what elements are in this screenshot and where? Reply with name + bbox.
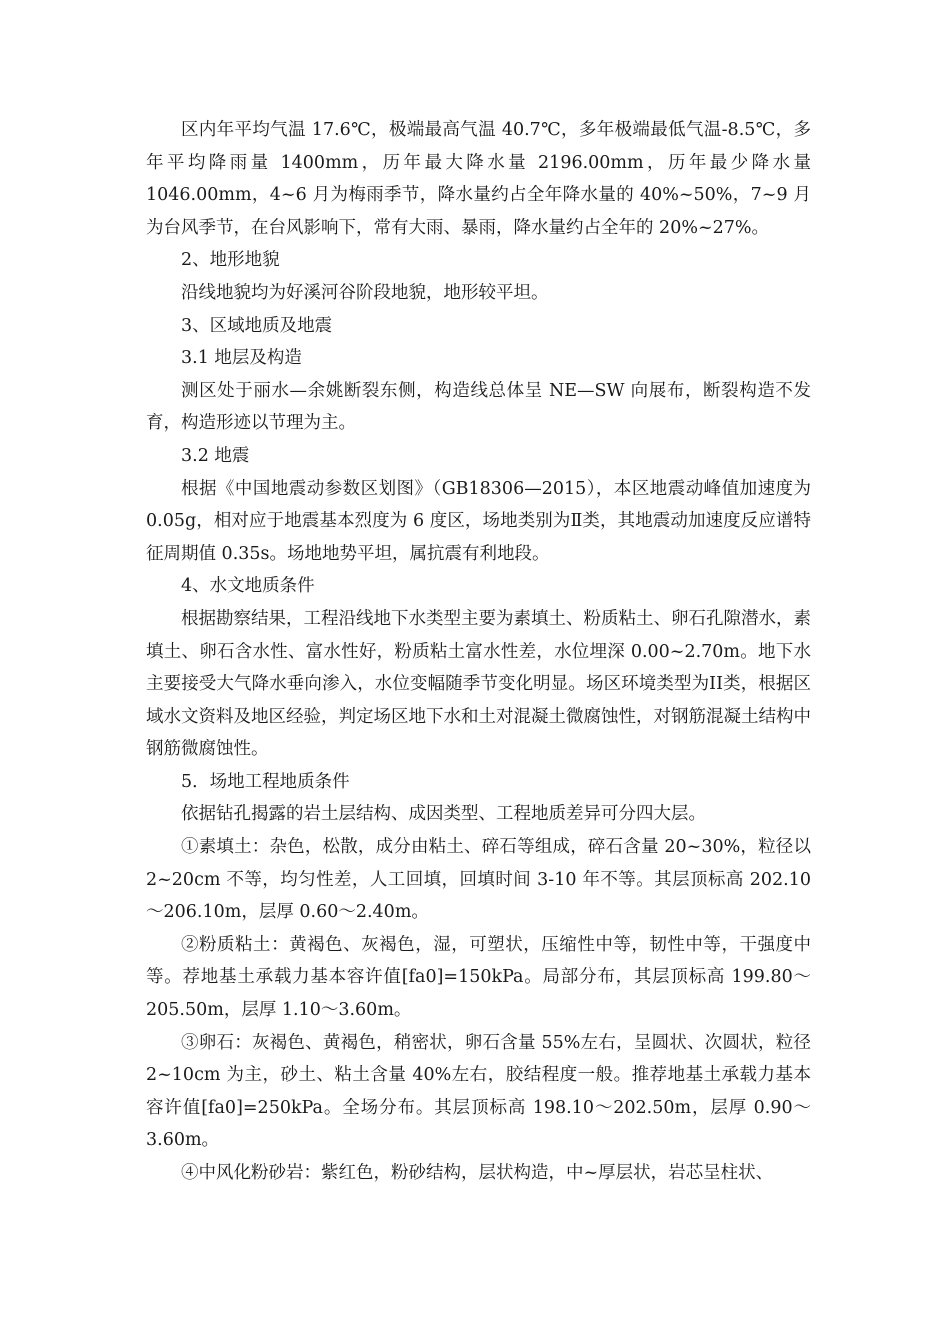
layer-2-silty-clay-paragraph: ②粉质粘土：黄褐色、灰褐色，湿，可塑状，压缩性中等，韧性中等，干强度中等。荐地基土承载力基本容许值[fa0]=150kPa。局部分布，其层顶标高 199.80～205.50m，层厚 1.10～3.60m。 (146, 934, 811, 1021)
section-heading-engineering-geology: 5．场地工程地质条件 (181, 771, 350, 792)
strata-paragraph: 测区处于丽水—余姚断裂东侧，构造线总体呈 NE—SW 向展布，断裂构造不发育，构造形迹以节理为主。 (146, 380, 811, 434)
section-heading-terrain: 2、地形地貌 (181, 250, 280, 271)
section-heading-regional-geology: 3、区域地质及地震 (181, 315, 333, 336)
terrain-paragraph: 沿线地貌均为好溪河谷阶段地貌，地形较平坦。 (181, 282, 549, 303)
layer-3-pebble-paragraph: ③卵石：灰褐色、黄褐色，稍密状，卵石含量 55%左右，呈圆状、次圆状，粒径 2~10cm 为主，砂土、粘土含量 40%左右，胶结程度一般。推荐地基土承载力基本容许值[fa0]=250kPa。全场分布。其层顶标高 198.10～202.50m，层厚 0.90～3.60m。 (146, 1032, 811, 1151)
layer-1-fill-paragraph: ①素填土：杂色，松散，成分由粘土、碎石等组成，碎石含量 20~30%，粒径以 2~20cm 不等，均匀性差，人工回填，回填时间 3-10 年不等。其层顶标高 202.10～206.10m，层厚 0.60～2.40m。 (146, 837, 811, 923)
layer-4-siltstone-paragraph: ④中风化粉砂岩：紫红色，粉砂结构，层状构造，中~厚层状，岩芯呈柱状、 (181, 1163, 774, 1183)
subsection-heading-earthquake: 3.2 地震 (181, 445, 250, 466)
hydrogeology-paragraph: 根据勘察结果，工程沿线地下水类型主要为素填土、粉质粘土、卵石孔隙潜水，素填土、卵石含水性、富水性好，粉质粘土富水性差，水位埋深 0.00~2.70m。地下水主要接受大气降水垂向渗入，水位变幅随季节变化明显。场区环境类型为II类，根据区域水文资料及地区经验，判定场区地下水和土对混凝土微腐蚀性，对钢筋混凝土结构中钢筋微腐蚀性。 (146, 608, 811, 760)
earthquake-paragraph: 根据《中国地震动参数区划图》（GB18306—2015），本区地震动峰值加速度为 0.05g，相对应于地震基本烈度为 6 度区，场地类别为Ⅱ类，其地震动加速度反应谱特征周期值 0.35s。场地地势平坦，属抗震有利地段。 (146, 478, 811, 564)
climate-paragraph: 区内年平均气温 17.6℃，极端最高气温 40.7℃，多年极端最低气温-8.5℃，多年平均降雨量 1400mm，历年最大降水量 2196.00mm，历年最少降水量 1046.00mm，4~6 月为梅雨季节，降水量约占全年降水量的 40%~50%，7~9 月为台风季节，在台风影响下，常有大雨、暴雨，降水量约占全年的 20%~27%。 (146, 120, 811, 238)
layers-intro-paragraph: 依据钻孔揭露的岩土层结构、成因类型、工程地质差异可分四大层。 (181, 804, 706, 825)
subsection-heading-strata: 3.1 地层及构造 (181, 348, 302, 369)
section-heading-hydrogeology: 4、水文地质条件 (181, 576, 315, 597)
document-body (146, 114, 811, 1190)
